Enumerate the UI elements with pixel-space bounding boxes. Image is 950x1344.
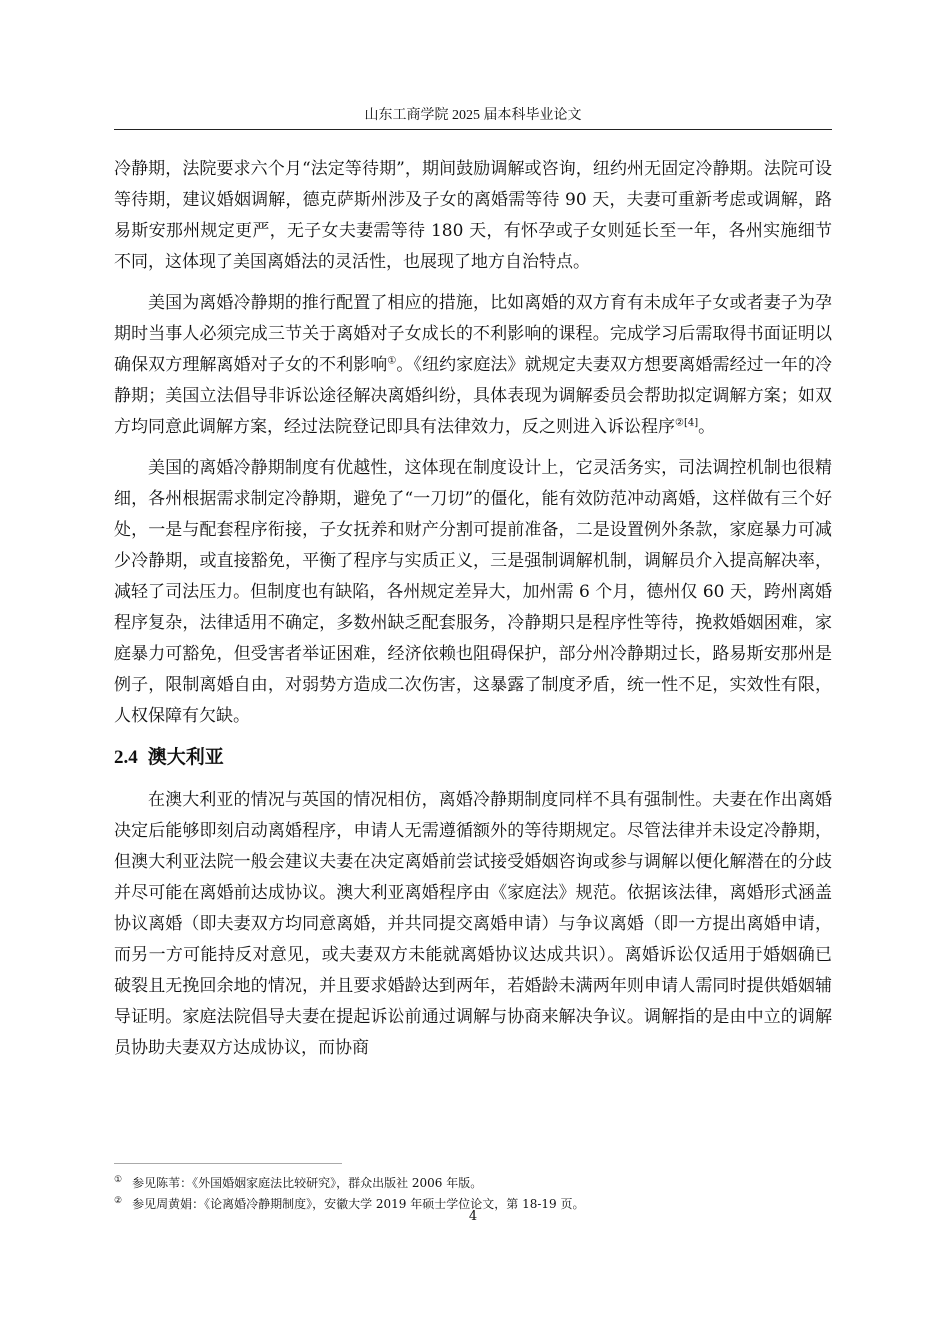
paragraph-3: 美国的离婚冷静期制度有优越性，这体现在制度设计上，它灵活务实，司法调控机制也很精细，各州根据需求制定冷静期，避免了“一刀切”的僵化，能有效防范冲动离婚，这样做有三个好处，一是与配套程序衔接，子女抚养和财产分割可提前准备，二是设置例外条款，家庭暴力可减少冷静期，或直接豁免，平衡了程序与实质正义，三是强制调解机制，调解员介入提高解决率，减轻了司法压力。但制度也有缺陷，各州规定差异大，加州需 6 个月，德州仅 60 天，跨州离婚程序复杂，法律适用不确定，多数州缺乏配套服务，冷静期只是程序性等待，挽救婚姻困难，家庭暴力可豁免，但受害者举证困难，经济依赖也阻碍保护，部分州冷静期过长，路易斯安那州是例子，限制离婚自由，对弱势方造成二次伤害，这暴露了制度矛盾，统一性不足，实效性有限，人权保障有欠缺。 [114, 458, 832, 726]
paragraph-1: 冷静期，法院要求六个月“法定等待期”，期间鼓励调解或咨询，纽约州无固定冷静期。法院可设等待期，建议婚姻调解，德克萨斯州涉及子女的离婚需等待 90 天，夫妻可重新考虑或调解，路易斯安那州规定更严，无子女夫妻需等待 180 天，有怀孕或子女则延长至一年，各州实施细节不同，这体现了美国离婚法的灵活性，也展现了地方自治特点。 [114, 159, 832, 272]
footnote-text-1: 参见陈苇：《外国婚姻家庭法比较研究》，群众出版社 2006 年版。 [132, 1176, 483, 1190]
paragraph-2-part-a: 美国为离婚冷静期的推行配置了相应的措施，比如离婚的双方育有未成年子女或者妻子为孕期时当事人必须完成三节关于离婚对子女成长的不利影响的课程。完成学习后需取得书面证明以确保双方理解离婚对子女的不利影响 [114, 293, 832, 375]
footnote-mark-2: ② [114, 1196, 123, 1206]
paragraph-2-part-c: 。 [698, 417, 716, 437]
page-number: 4 [468, 1209, 478, 1224]
paragraph-2-part-b: 。《纽约家庭法》就规定夫妻双方想要离婚需经过一年的冷静期；美国立法倡导非诉讼途径解决离婚纠纷，具体表现为调解委员会帮助拟定调解方案；如双方均同意此调解方案，经过法院登记即具有法律效力，反之则进入诉讼程序 [114, 355, 833, 437]
footnotes [114, 1171, 832, 1213]
paragraph-2 [114, 288, 832, 443]
main-body [114, 154, 832, 1074]
footnote-rule [114, 1163, 342, 1164]
footnote-ref-2[interactable]: ②[4] [675, 417, 699, 429]
header-rule [114, 129, 832, 130]
footnote-ref-1[interactable]: ① [387, 355, 397, 367]
section-number: 2.4 [114, 747, 138, 768]
running-header: 山东工商学院 2025 届本科毕业论文 [364, 108, 582, 123]
section-title: 澳大利亚 [147, 746, 224, 768]
paragraph-4: 在澳大利亚的情况与英国的情况相仿，离婚冷静期制度同样不具有强制性。夫妻在作出离婚决定后能够即刻启动离婚程序，申请人无需遵循额外的等待期规定。尽管法律并未设定冷静期，但澳大利亚法院一般会建议夫妻在决定离婚前尝试接受婚姻咨询或参与调解以便化解潜在的分歧并尽可能在离婚前达成协议。澳大利亚离婚程序由《家庭法》规范。依据该法律，离婚形式涵盖协议离婚（即夫妻双方均同意离婚，并共同提交离婚申请）与争议离婚（即一方提出离婚申请，而另一方可能持反对意见，或夫妻双方未能就离婚协议达成共识）。离婚诉讼仅适用于婚姻确已破裂且无挽回余地的情况，并且要求婚龄达到两年，若婚龄未满两年则申请人需同时提供婚姻辅导证明。家庭法院倡导夫妻在提起诉讼前通过调解与协商来解决争议。调解指的是由中立的调解员协助夫妻双方达成协议，而协商 [114, 790, 832, 1058]
footnote-mark-1: ① [114, 1175, 123, 1185]
footnote-text-2: 参见周黄娟：《论离婚冷静期制度》，安徽大学 2019 年硕士学位论文，第 18-19 页。 [132, 1197, 585, 1211]
section-heading [114, 742, 832, 773]
footnote-1 [114, 1171, 832, 1192]
